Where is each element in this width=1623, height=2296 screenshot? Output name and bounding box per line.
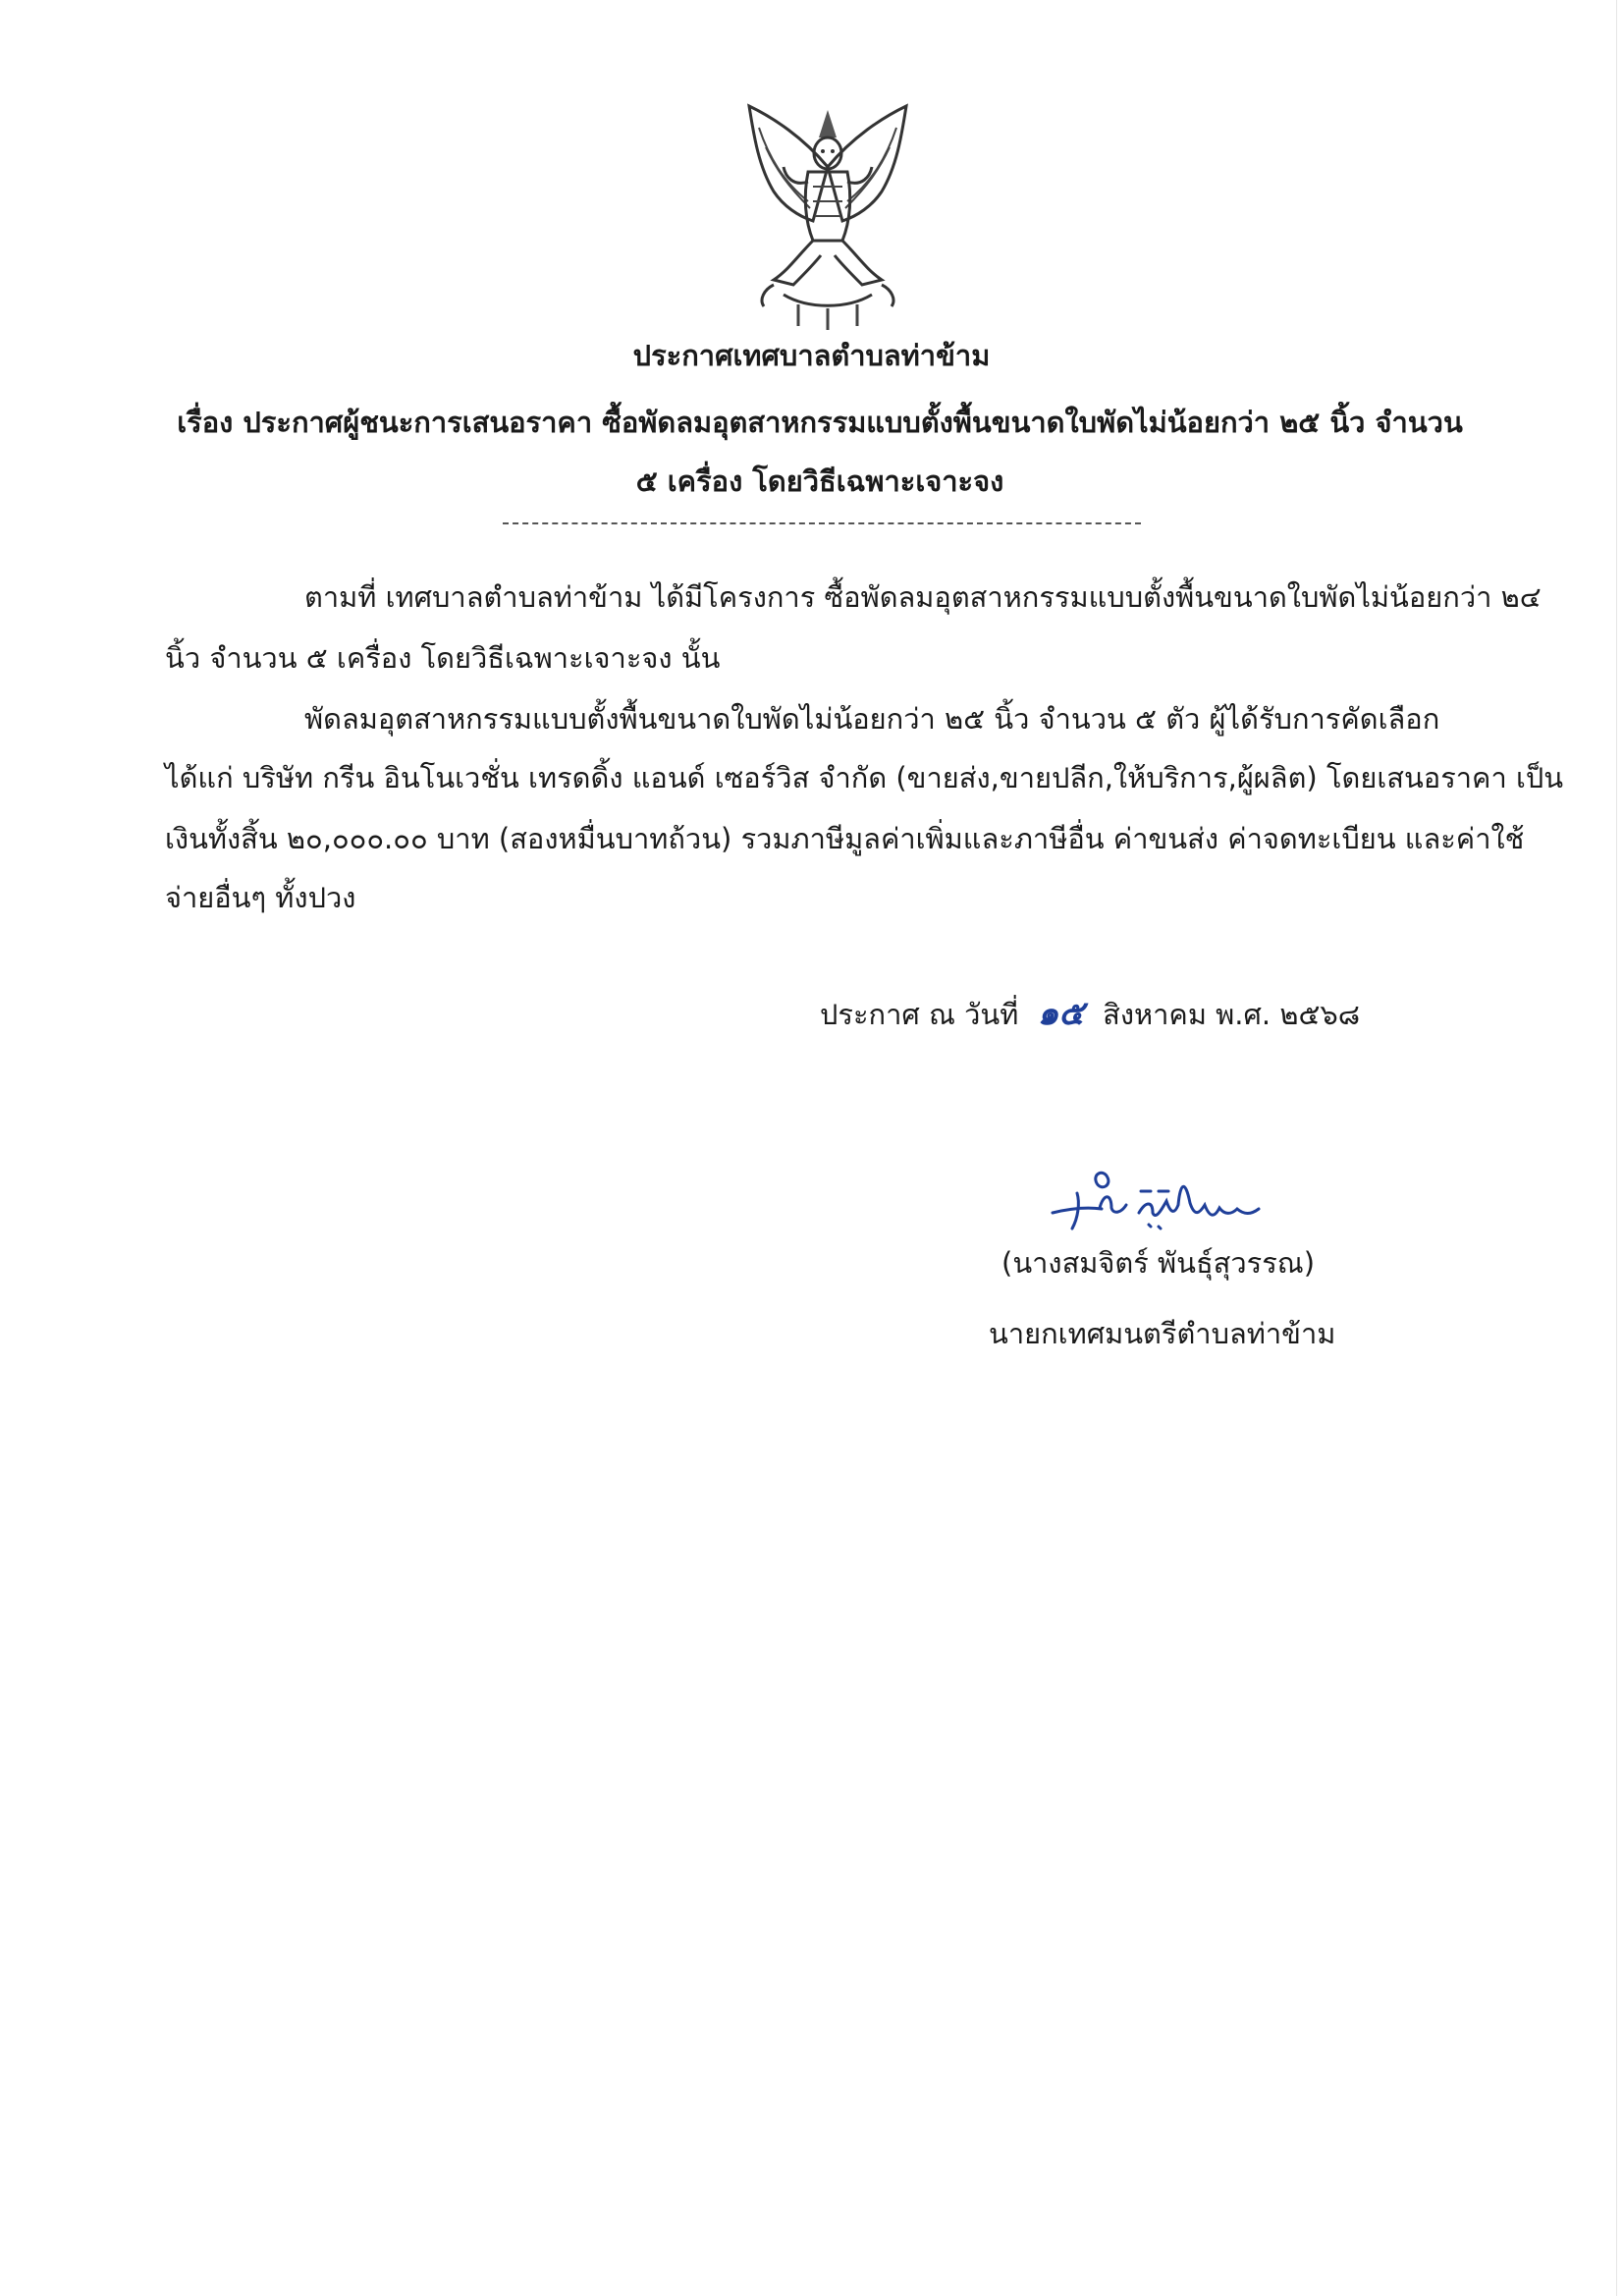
paragraph-1-line-1: ตามที่ เทศบาลตำบลท่าข้าม ได้มีโครงการ ซื้อพัดลมอุตสาหกรรมแบบตั้งพื้นขนาดใบพัดไม่น้อยกว่า ๒๔ xyxy=(304,580,1542,614)
announcement-month-year: สิงหาคม พ.ศ. ๒๕๖๘ xyxy=(1103,998,1361,1031)
paragraph-1-line-2: นิ้ว จำนวน ๕ เครื่อง โดยวิธีเฉพาะเจาะจง นั้น xyxy=(165,641,721,675)
handwritten-signature xyxy=(1043,1164,1288,1232)
document-title: ประกาศเทศบาลตำบลท่าข้าม xyxy=(632,339,991,372)
handwritten-day: ๑๕ xyxy=(1037,994,1084,1033)
announcement-prefix: ประกาศ ณ วันที่ xyxy=(820,998,1019,1031)
announcement-date xyxy=(820,994,1360,1034)
paragraph-2-line-4: จ่ายอื่นๆ ทั้งปวง xyxy=(165,881,356,914)
signatory-position: นายกเทศมนตรีตำบลท่าข้าม xyxy=(989,1317,1336,1350)
paragraph-2-line-1: พัดลมอุตสาหกรรมแบบตั้งพื้นขนาดใบพัดไม่น้อยกว่า ๒๕ นิ้ว จำนวน ๕ ตัว ผู้ได้รับการคัดเลือก xyxy=(304,702,1440,736)
dashed-divider xyxy=(503,522,1141,524)
paragraph-2-line-2: ได้แก่ บริษัท กรีน อินโนเวชั่น เทรดดิ้ง แอนด์ เซอร์วิส จำกัด (ขายส่ง,ขายปลีก,ให้บริการ,ผู้ผลิต) โดยเสนอราคา เป็น xyxy=(165,761,1564,794)
document-subject: เรื่อง ประกาศผู้ชนะการเสนอราคา ซื้อพัดลมอุตสาหกรรมแบบตั้งพื้นขนาดใบพัดไม่น้อยกว่า ๒๕ นิ้ว จำนวน ๕ เครื่อง โดยวิธีเฉพาะเจาะจง xyxy=(177,406,1463,498)
paragraph-2-line-3: เงินทั้งสิ้น ๒๐,๐๐๐.๐๐ บาท (สองหมื่นบาทถ้วน) รวมภาษีมูลค่าเพิ่มและภาษีอื่น ค่าขนส่ง ค่าจดทะเบียน และค่าใช้ xyxy=(165,822,1525,855)
signatory-name: (นางสมจิตร์ พันธุ์สุวรรณ) xyxy=(1001,1246,1316,1280)
garuda-emblem-icon xyxy=(715,98,941,334)
